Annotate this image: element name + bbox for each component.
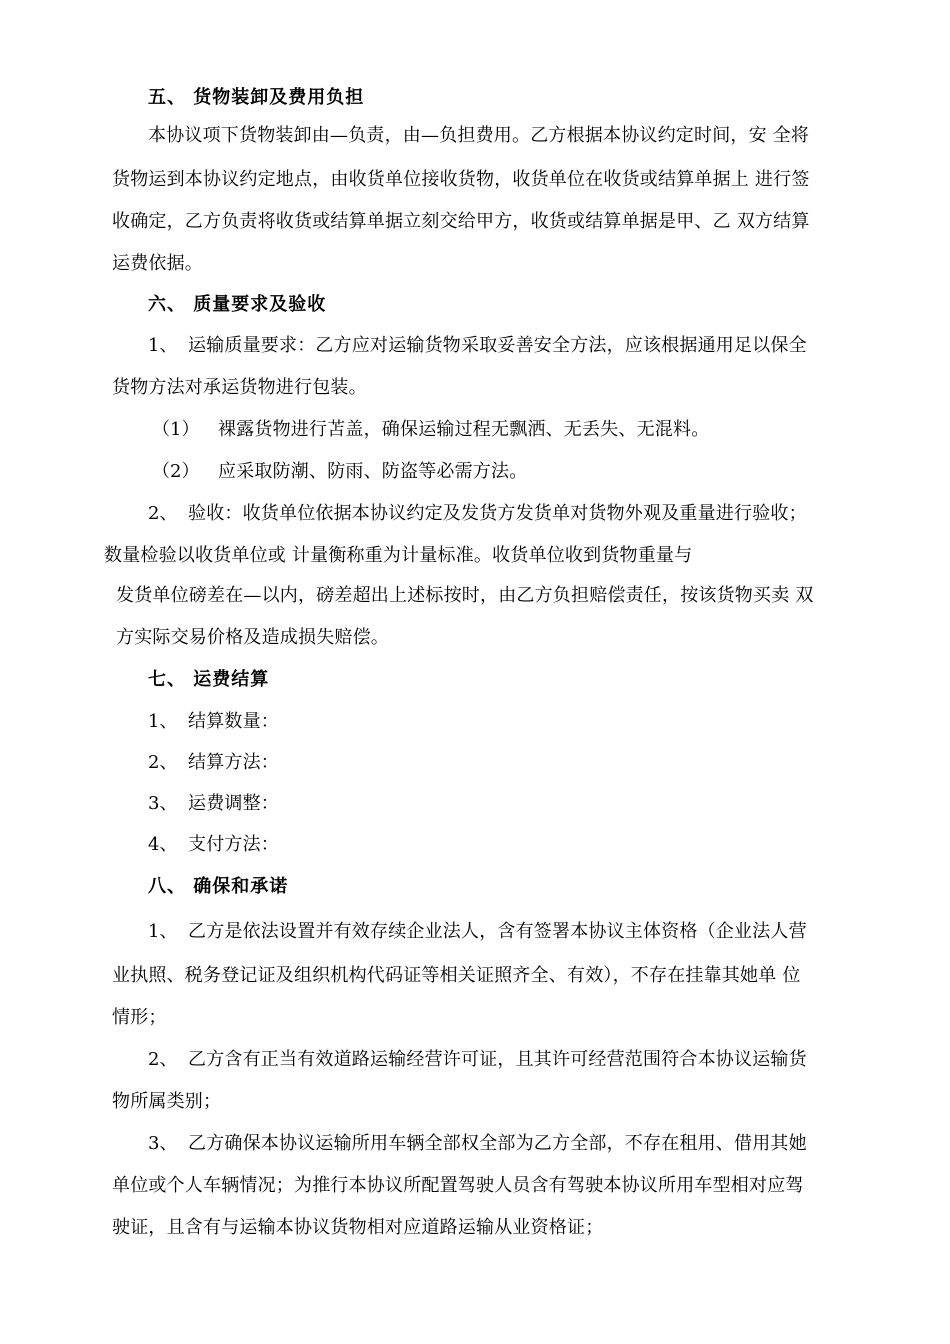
section-5-paragraph-line: 收确定，乙方负责将收货或结算单据立刻交给甲方，收货或结算单据是甲、乙 双方结算 — [112, 211, 810, 232]
item-text-line: 乙方确保本协议运输所用车辆全部权全部为乙方全部，不存在租用、借用其她 — [188, 1133, 807, 1154]
item-text: 结算方法： — [188, 752, 279, 773]
item-text-line: 乙方含有正当有效道路运输经营许可证，且其许可经营范围符合本协议运输货 — [188, 1049, 807, 1070]
item-text-line: 运输质量要求：乙方应对运输货物采取妥善安全方法，应该根据通用足以保全 — [188, 335, 807, 356]
subitem-text: 应采取防潮、防雨、防盗等必需方法。 — [218, 461, 528, 482]
item-text-line: 业执照、税务登记证及组织机构代码证等相关证照齐全、有效），不存在挂靠其她单 位 — [112, 965, 801, 986]
item-text-line: 乙方是依法设置并有效存续企业法人，含有签署本协议主体资格（企业法人营 — [188, 921, 807, 942]
item-text-line: 单位或个人车辆情况；为推行本协议所配置驾驶人员含有驾驶本协议所用车型相对应驾 — [112, 1175, 804, 1196]
item-number: 2、 — [148, 752, 178, 773]
item-text-line: 货物方法对承运货物进行包装。 — [112, 377, 367, 398]
section-8-heading: 八、 确保和承诺 — [148, 876, 289, 897]
section-5-paragraph-line: 运费依据。 — [112, 253, 203, 274]
item-number: 3、 — [148, 793, 178, 814]
subitem-number: （2） — [152, 461, 200, 482]
item-text: 结算数量： — [188, 711, 279, 732]
item-number: 1、 — [148, 921, 178, 942]
item-text: 运费调整： — [188, 793, 279, 814]
section-5-paragraph-line: 货物运到本协议约定地点，由收货单位接收货物，收货单位在收货或结算单据上 进行签 — [112, 169, 810, 190]
item-number: 3、 — [148, 1133, 178, 1154]
section-5-heading: 五、 货物装卸及费用负担 — [148, 87, 365, 108]
item-number: 2、 — [148, 1049, 178, 1070]
subitem-number: （1） — [152, 419, 200, 440]
item-text-line: 情形； — [112, 1007, 167, 1028]
item-number: 1、 — [148, 335, 178, 356]
section-6-heading: 六、 质量要求及验收 — [148, 294, 327, 315]
section-5-paragraph-line: 本协议项下货物装卸由—负责，由—负担费用。乙方根据本协议约定时间，安 全将 — [148, 125, 810, 146]
section-7-heading: 七、 运费结算 — [148, 669, 270, 690]
subitem-text: 裸露货物进行苫盖，确保运输过程无飘洒、无丢失、无混料。 — [218, 419, 710, 440]
item-number: 1、 — [148, 711, 178, 732]
item-number: 2、 — [148, 503, 178, 524]
item-text-line: 物所属类别； — [112, 1091, 222, 1112]
item-text-line: 验收：收货单位依据本协议约定及发货方发货单对货物外观及重量进行验收； — [188, 503, 807, 524]
item-text-line: 数量检验以收货单位或 计量衡称重为计量标准。收货单位收到货物重量与 — [104, 545, 693, 566]
item-text-line: 驶证，且含有与运输本协议货物相对应道路运输从业资格证； — [112, 1217, 604, 1238]
item-text: 支付方法： — [188, 834, 279, 855]
item-number: 4、 — [148, 834, 178, 855]
item-text-line: 发货单位磅差在—以内，磅差超出上述标按时，由乙方负担赔偿责任，按该货物买卖 双 — [116, 585, 814, 606]
item-text-line: 方实际交易价格及造成损失赔偿。 — [116, 627, 389, 648]
